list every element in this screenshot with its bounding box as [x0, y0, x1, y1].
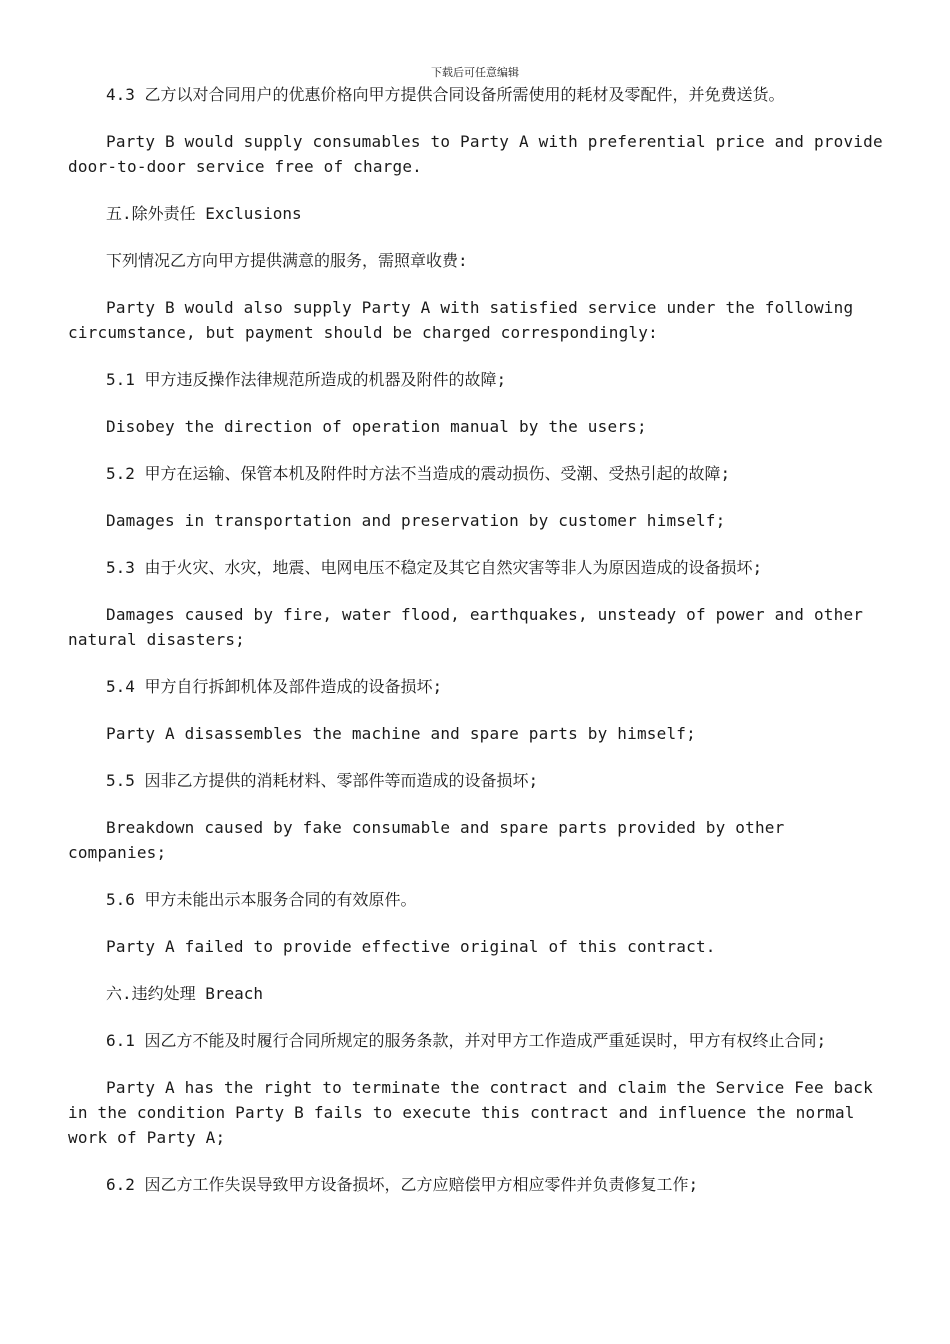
clause-5-5-en: Breakdown caused by fake consumable and spare parts provided by other companies;	[68, 818, 785, 862]
clause-5-2-en: Damages in transportation and preservation by customer himself;	[106, 511, 726, 530]
clause-5-1-zh: 5.1 甲方违反操作法律规范所造成的机器及附件的故障;	[106, 370, 507, 389]
clause-4-3-zh: 4.3 乙方以对合同用户的优惠价格向甲方提供合同设备所需使用的耗材及零配件，并免费送货。	[106, 85, 785, 104]
clause-5-2-zh: 5.2 甲方在运输、保管本机及附件时方法不当造成的震动损伤、受潮、受热引起的故障;	[106, 464, 731, 483]
clause-6-1-en: Party A has the right to terminate the contract and claim the Service Fee back in the condition Party B fails to execute this contract and influence the normal work of Party A;	[68, 1078, 873, 1147]
clause-6-1-zh: 6.1 因乙方不能及时履行合同所规定的服务条款，并对甲方工作造成严重延误时，甲方有权终止合同;	[106, 1031, 827, 1050]
page-header-note: 下载后可任意编辑	[431, 66, 519, 79]
clause-5-4-zh: 5.4 甲方自行拆卸机体及部件造成的设备损坏;	[106, 677, 443, 696]
clause-5-3-en: Damages caused by fire, water flood, earthquakes, unsteady of power and other natural disasters;	[68, 605, 864, 649]
clause-5-3-zh: 5.3 由于火灾、水灾，地震、电网电压不稳定及其它自然灾害等非人为原因造成的设备损坏;	[106, 558, 763, 577]
clause-5-6-zh: 5.6 甲方未能出示本服务合同的有效原件。	[106, 890, 417, 909]
section-5-intro-zh: 下列情况乙方向甲方提供满意的服务，需照章收费:	[106, 251, 468, 270]
clause-6-2-zh: 6.2 因乙方工作失误导致甲方设备损坏，乙方应赔偿甲方相应零件并负责修复工作;	[106, 1175, 699, 1194]
section-5-heading: 五.除外责任 Exclusions	[106, 204, 302, 223]
section-5-intro-en: Party B would also supply Party A with satisfied service under the following circumstance, but payment should be charged correspondingly:	[68, 298, 854, 342]
clause-5-6-en: Party A failed to provide effective original of this contract.	[106, 937, 716, 956]
document-body	[68, 82, 884, 1219]
clause-4-3-en: Party B would supply consumables to Party A with preferential price and provide door-to-door service free of charge.	[68, 132, 883, 176]
section-6-heading: 六.违约处理 Breach	[106, 984, 264, 1003]
clause-5-5-zh: 5.5 因非乙方提供的消耗材料、零部件等而造成的设备损坏;	[106, 771, 539, 790]
clause-5-1-en: Disobey the direction of operation manual by the users;	[106, 417, 647, 436]
clause-5-4-en: Party A disassembles the machine and spare parts by himself;	[106, 724, 696, 743]
